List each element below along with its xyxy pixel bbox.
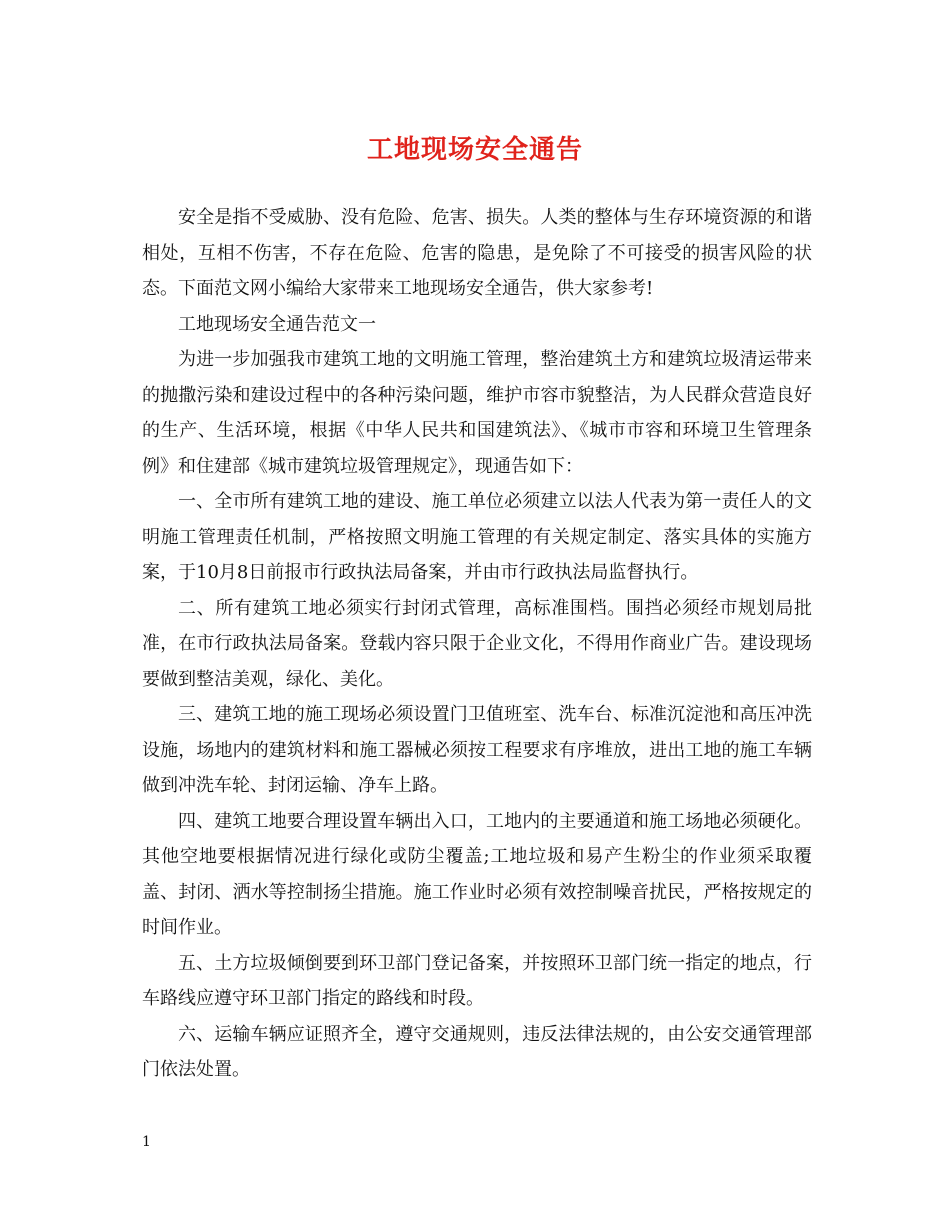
paragraph-intro: 安全是指不受威胁、没有危险、危害、损失。人类的整体与生存环境资源的和谐相处，互相不伤害，不存在危险、危害的隐患，是免除了不可接受的损害风险的状态。下面范文网小编给大家带来工地现场安全通告，供大家参考!: [142, 207, 812, 299]
paragraph-item-2: 二、所有建筑工地必须实行封闭式管理，高标准围档。围挡必须经市规划局批准，在市行政执法局备案。登载内容只限于企业文化，不得用作商业广告。建设现场要做到整洁美观，绿化、美化。: [142, 597, 812, 690]
paragraph-subheading: 工地现场安全通告范文一: [178, 313, 376, 335]
paragraph-item-5: 五、土方垃圾倾倒要到环卫部门登记备案，并按照环卫部门统一指定的地点，行车路线应遵守环卫部门指定的路线和时段。: [142, 952, 812, 1009]
paragraph-item-6: 六、运输车辆应证照齐全，遵守交通规则，违反法律法规的，由公安交通管理部门依法处置。: [142, 1023, 812, 1080]
paragraph-item-3: 三、建筑工地的施工现场必须设置门卫值班室、洗车台、标准沉淀池和高压冲洗设施，场地内的建筑材料和施工器械必须按工程要求有序堆放，进出工地的施工车辆做到冲洗车轮、封闭运输、净车上路。: [142, 704, 812, 796]
paragraph-item-1: 一、全市所有建筑工地的建设、施工单位必须建立以法人代表为第一责任人的文明施工管理责任机制，严格按照文明施工管理的有关规定制定、落实具体的实施方案，于10月8日前报市行政执法局备案，并由市行政执法局监督执行。: [142, 491, 812, 583]
paragraph-item-4: 四、建筑工地要合理设置车辆出入口，工地内的主要通道和施工场地必须硬化。其他空地要根据情况进行绿化或防尘覆盖;工地垃圾和易产生粉尘的作业须采取覆盖、封闭、洒水等控制扬尘措施。施工作业时必须有效控制噪音扰民，严格按规定的时间作业。: [142, 810, 812, 938]
document-body: [142, 200, 812, 1088]
page-number: 1: [142, 1134, 151, 1150]
document-title: 工地现场安全通告: [366, 135, 583, 165]
paragraph-preamble: 为进一步加强我市建筑工地的文明施工管理，整治建筑土方和建筑垃圾清运带来的抛撒污染和建设过程中的各种污染问题，维护市容市貌整洁，为人民群众营造良好的生产、生活环境，根据《中华人民共和国建筑法》、《城市市容和环境卫生管理条例》和住建部《城市建筑垃圾管理规定》，现通告如下：: [142, 349, 812, 477]
